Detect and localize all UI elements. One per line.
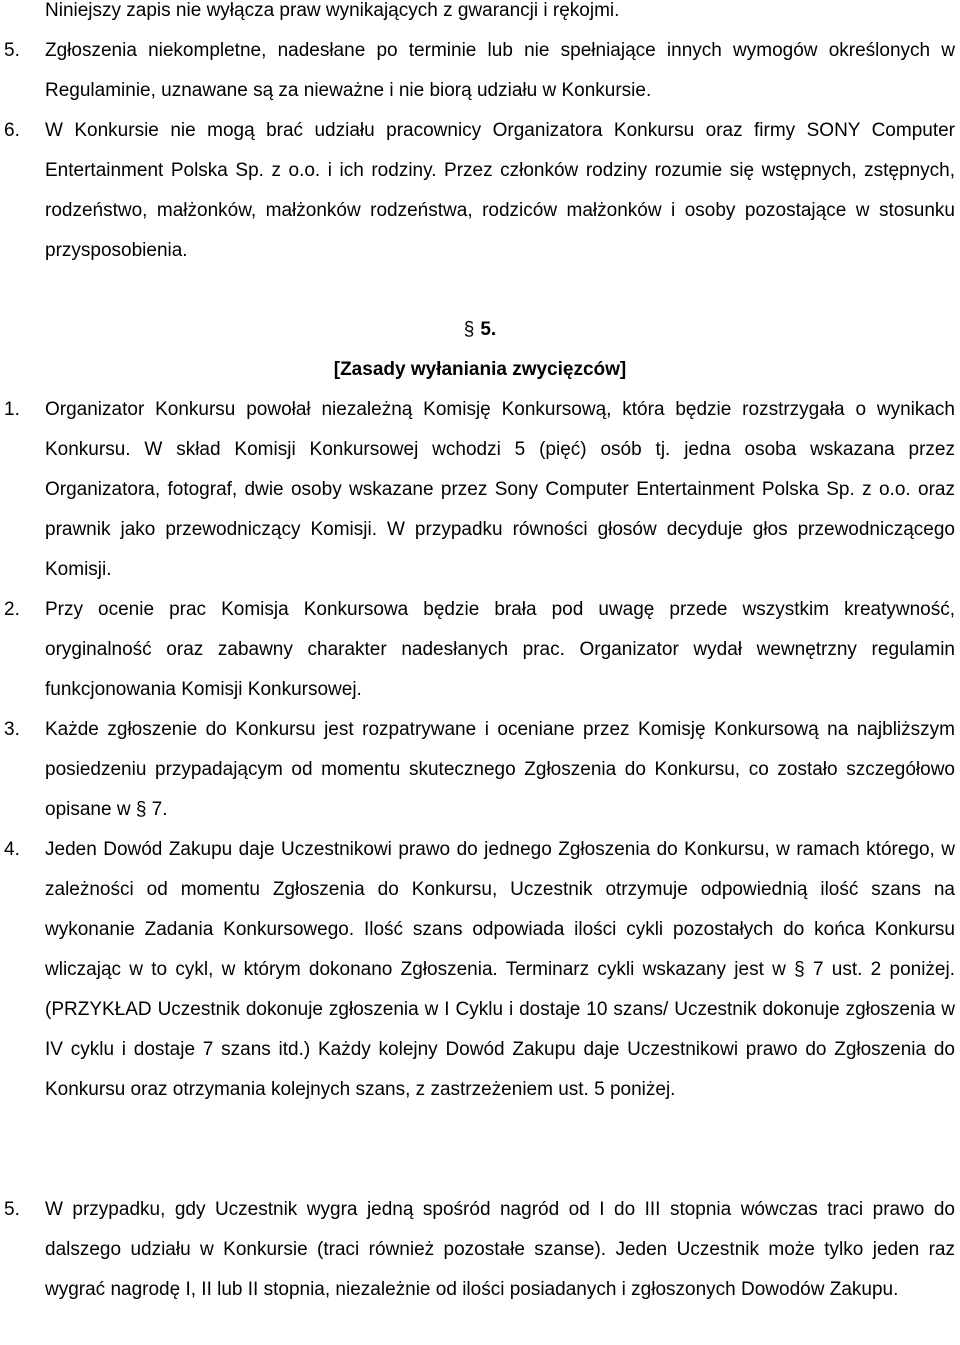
top-fragment: Niniejszy zapis nie wyłącza praw wynikających z gwarancji i rękojmi.	[45, 0, 620, 21]
list-item-text: Organizator Konkursu powołał niezależną Komisję Konkursową, która będzie rozstrzygała o wynikach Konkursu. W skład Komisji Konkursowej wchodzi 5 (pięć) osób tj. jedna osoba wskazana przez Organizatora, fotograf, dwie osoby wskazane przez Sony Computer Entertainment Polska Sp. z o.o. oraz prawnik jako przewodniczący Komisji. W przypadku równości głosów decyduje głos przewodniczącego Komisji.	[45, 399, 955, 580]
list-item-section-2	[0, 590, 955, 710]
section-number	[0, 310, 960, 350]
list-item-number: 3.	[4, 719, 20, 740]
list-item-section-4	[0, 830, 955, 1110]
paragraph-sign: §	[463, 319, 475, 340]
list-item-text: W przypadku, gdy Uczestnik wygra jedną spośród nagród od I do III stopnia wówczas traci prawo do dalszego udziału w Konkursie (traci również pozostałe szanse). Jeden Uczestnik może tylko jeden raz wygrać nagrodę I, II lub II stopnia, niezależnie od ilości posiadanych i zgłoszonych Dowodów Zakupu.	[45, 1199, 955, 1300]
list-item-section-3	[0, 710, 955, 830]
list-item-text: W Konkursie nie mogą brać udziału pracownicy Organizatora Konkursu oraz firmy SONY Computer Entertainment Polska Sp. z o.o. i ich rodziny. Przez członków rodziny rozumie się wstępnych, zstępnych, rodzeństwo, małżonków, małżonków rodzeństwa, rodziców małżonków i osoby pozostające w stosunku przysposobienia.	[45, 120, 955, 261]
list-item-section-1	[0, 390, 955, 590]
list-item-text: Jeden Dowód Zakupu daje Uczestnikowi prawo do jednego Zgłoszenia do Konkursu, w ramach którego, w zależności od momentu Zgłoszenia do Konkursu, Uczestnik otrzymuje odpowiednią ilość szans na wykonanie Zadania Konkursowego. Ilość szans odpowiada ilości cykli pozostałych do końca Konkursu wliczając w to cykl, w którym dokonano Zgłoszenia. Terminarz cykli wskazany jest w § 7 ust. 2 poniżej. (PRZYKŁAD Uczestnik dokonuje zgłoszenia w I Cyklu i dostaje 10 szans/ Uczestnik dokonuje zgłoszenia w IV cyklu i dostaje 7 szans itd.) Każdy kolejny Dowód Zakupu daje Uczestnikowi prawo do Zgłoszenia do Konkursu oraz otrzymania kolejnych szans, z zastrzeżeniem ust. 5 poniżej.	[45, 839, 955, 1100]
section-number-value: 5.	[480, 319, 497, 340]
list-item-intro-5	[0, 31, 955, 111]
list-item-text: Zgłoszenia niekompletne, nadesłane po terminie lub nie spełniające innych wymogów określonych w Regulaminie, uznawane są za nieważne i nie biorą udziału w Konkursie.	[45, 40, 955, 101]
list-item-text: Przy ocenie prac Komisja Konkursowa będzie brała pod uwagę przede wszystkim kreatywność, oryginalność oraz zabawny charakter nadesłanych prac. Organizator wydał wewnętrzny regulamin funkcjonowania Komisji Konkursowej.	[45, 599, 955, 700]
list-item-intro-6	[0, 111, 955, 271]
list-item-number: 2.	[4, 599, 20, 620]
list-item-number: 4.	[4, 839, 20, 860]
list-item-number: 6.	[4, 120, 20, 141]
list-item-text: Każde zgłoszenie do Konkursu jest rozpatrywane i oceniane przez Komisję Konkursową na najbliższym posiedzeniu przypadającym od momentu skutecznego Zgłoszenia do Konkursu, co zostało szczegółowo opisane w § 7.	[45, 719, 955, 820]
list-item-number: 5.	[4, 1199, 20, 1220]
section-title: [Zasady wyłaniania zwycięzców]	[333, 359, 627, 380]
list-item-number: 5.	[4, 40, 20, 61]
list-item-number: 1.	[4, 399, 20, 420]
list-item-section-5	[0, 1190, 955, 1310]
